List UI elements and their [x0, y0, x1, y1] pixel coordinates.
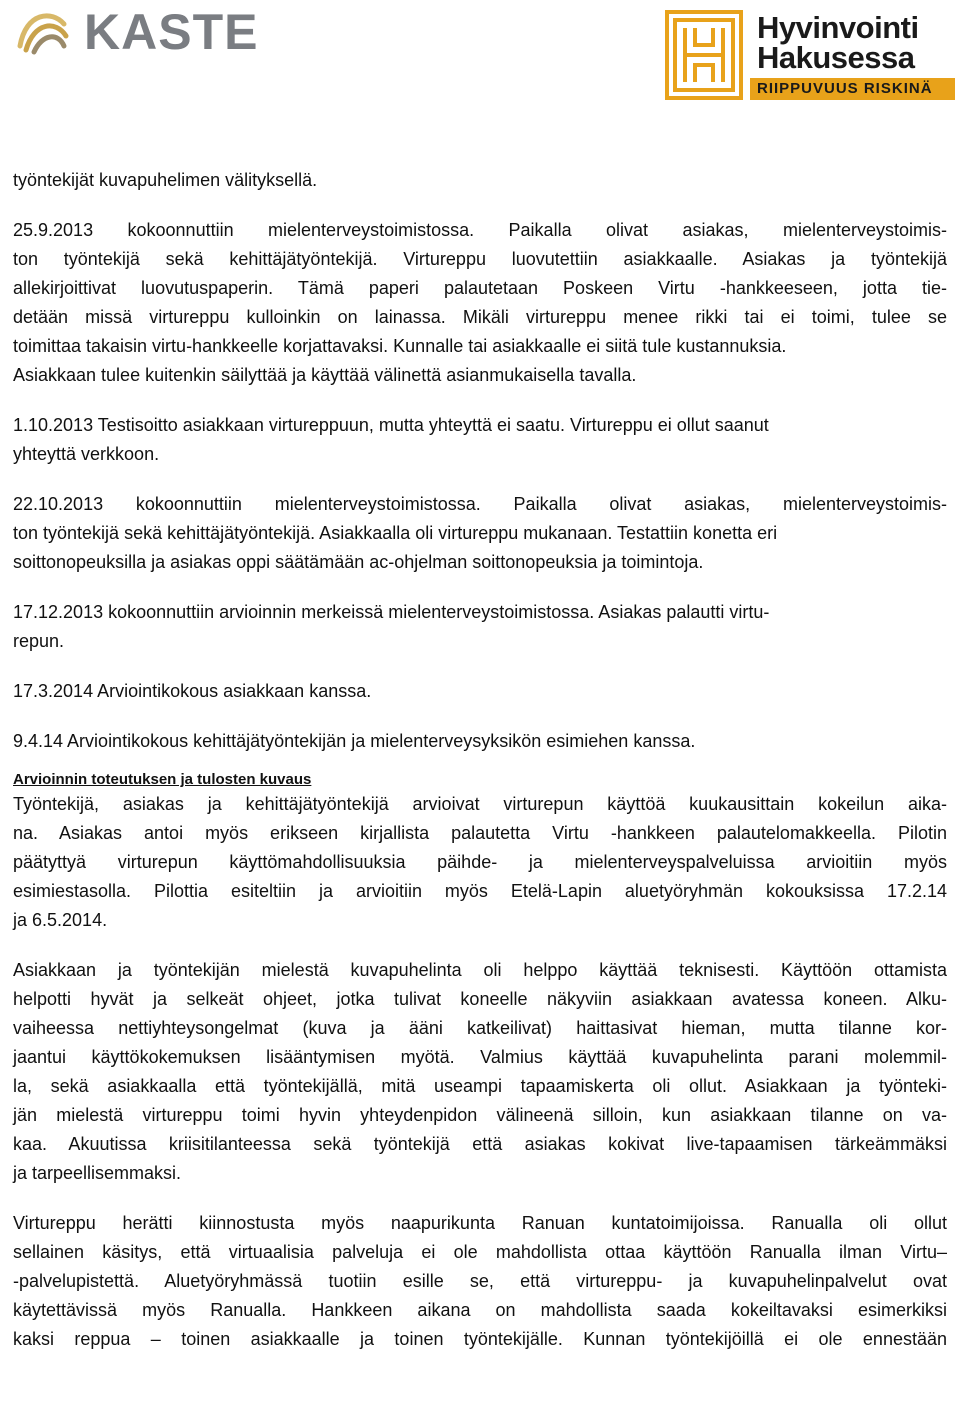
paragraph-line: Työntekijä, asiakas ja kehittäjätyöntekijä arvioivat virturepun käyttöä kuukausittain kokeilun aika-: [13, 794, 947, 814]
entry-line: 1.10.2013 Testisoitto asiakkaan virtureppuun, mutta yhteyttä ei saatu. Virtureppu ei ollut saanut: [13, 415, 769, 435]
page-header: [0, 0, 960, 110]
kaste-swirl-icon: [12, 6, 76, 56]
entry-line: yhteyttä verkkoon.: [13, 444, 160, 464]
hh-logo-line1: Hyvinvointi: [757, 10, 919, 45]
paragraph-line: ja 6.5.2014.: [13, 910, 108, 930]
paragraph-line: ja tarpeellisemmaksi.: [13, 1163, 182, 1183]
paragraph-line: Asiakkaan ja työntekijän mielestä kuvapuhelinta oli helppo käyttää teknisesti. Käyttöön ottamista: [13, 960, 947, 980]
hyvinvointi-hakusessa-logo: [665, 10, 955, 100]
entry-line: detään missä virtureppu kulloinkin on lainassa. Mikäli virtureppu menee rikki tai ei toimi, tulee se: [13, 307, 947, 327]
paragraph-line: helpotti hyvät ja selkeät ohjeet, jotka tulivat koneelle näkyviin asiakkaan avatessa koneen. Alku-: [13, 989, 947, 1009]
paragraph-ranua: [13, 1209, 947, 1354]
paragraph-line: vaiheessa nettiyhteysongelmat (kuva ja ääni katkeilivat) haittasivat hieman, mutta tilanne kor-: [13, 1018, 947, 1038]
kaste-logo: [12, 4, 282, 60]
paragraph-evaluation: [13, 790, 947, 935]
paragraph-line: -palvelupistettä. Aluetyöryhmässä tuotiin esille se, että virtureppu- ja kuvapuhelinpalvelut ovat: [13, 1271, 947, 1291]
entry-line: 22.10.2013 kokoonnuttiin mielenterveystoimistossa. Paikalla olivat asiakas, mielenterveystoimis-: [13, 494, 947, 514]
entry-1-10-2013: [13, 411, 947, 469]
paragraph-line: jaantui käyttökokemuksen lisääntymisen myötä. Valmius käyttää kuvapuhelinta parani molemmil-: [13, 1047, 947, 1067]
paragraph-line: kaksi reppua – toinen asiakkaalle ja toinen työntekijälle. Kunnan työntekijöillä ei ole ennestään: [13, 1329, 947, 1349]
maze-emblem-icon: [665, 10, 743, 100]
entry-17-3-2014: 17.3.2014 Arviointikokous asiakkaan kanssa.: [13, 681, 372, 701]
entry-line: työntekijät kuvapuhelimen välityksellä.: [13, 170, 318, 190]
hh-logo-line2: Hakusessa: [757, 40, 915, 75]
entry-line: 25.9.2013 kokoonnuttiin mielenterveystoimistossa. Paikalla olivat asiakas, mielenterveystoimis-: [13, 220, 947, 240]
entry-line: soittonopeuksilla ja asiakas oppi säätämään ac-ohjelman soittonopeuksia ja toimintoja.: [13, 552, 704, 572]
paragraph-line: päätyttyä virturepun käyttömahdollisuuksia päihde- ja mielenterveyspalveluissa arvioitiin myös: [13, 852, 947, 872]
paragraph-user-experience: [13, 956, 947, 1188]
paragraph-line: käytettävissä myös Ranualla. Hankkeen aikana on mahdollista saada kokeiltavaksi esimerkiksi: [13, 1300, 947, 1320]
entry-9-4-14: 9.4.14 Arviointikokous kehittäjätyöntekijän ja mielenterveysyksikön esimiehen kanssa.: [13, 731, 696, 751]
paragraph-line: jän mielestä virtureppu toimi hyvin yhteydenpidon välineenä silloin, kun asiakkaan tilanne on va-: [13, 1105, 947, 1125]
entry-line: repun.: [13, 631, 65, 651]
document-body: [13, 166, 947, 1354]
paragraph-line: Virtureppu herätti kiinnostusta myös naapurikunta Ranuan kuntatoimijoissa. Ranualla oli ollut: [13, 1213, 947, 1233]
entry-17-12-2013: [13, 598, 947, 656]
entry-line: ton työntekijä sekä kehittäjätyöntekijä. Asiakkaalla oli virtureppu mukanaan. Testattiin konetta eri: [13, 523, 778, 543]
entry-22-10-2013: [13, 490, 947, 577]
paragraph-line: na. Asiakas antoi myös erikseen kirjallista palautetta Virtu -hankkeen palautelomakkeella. Pilotin: [13, 823, 947, 843]
paragraph-line: kaa. Akuutissa kriisitilanteessa sekä työntekijä että asiakas kokivat live-tapaamisen tärkeämmäksi: [13, 1134, 947, 1154]
entry-line: ton työntekijä sekä kehittäjätyöntekijä. Virtureppu luovutettiin asiakkaalle. Asiakas ja työntekijä: [13, 249, 947, 269]
entry-line: 17.12.2013 kokoonnuttiin arvioinnin merkeissä mielenterveystoimistossa. Asiakas palautti virtu-: [13, 602, 770, 622]
hh-logo-subtitle: RIIPPUVUUS RISKINÄ: [757, 80, 933, 97]
paragraph-line: la, sekä asiakkaalla että työntekijällä, mitä useampi tapaamiskerta oli ollut. Asiakkaan ja työnteki-: [13, 1076, 947, 1096]
entry-line: toimittaa takaisin virtu-hankkeelle korjattavaksi. Kunnalle tai asiakkaalle ei siitä tule kustannuksia.: [13, 336, 787, 356]
kaste-logo-text: KASTE: [84, 4, 259, 60]
paragraph-line: sellainen käsitys, että virtuaalisia palveluja ei ole mahdollista ottaa käyttöön Ranualla ilman Virtu–: [13, 1242, 947, 1262]
paragraph-line: esimiestasolla. Pilottia esiteltiin ja arvioitiin myös Etelä-Lapin aluetyöryhmän kokouksissa 17.2.14: [13, 881, 947, 901]
entry-25-9-2013: [13, 216, 947, 390]
entry-line: Asiakkaan tulee kuitenkin säilyttää ja käyttää välinettä asianmukaisella tavalla.: [13, 365, 637, 385]
entry-line: allekirjoittivat luovutuspaperin. Tämä paperi palautetaan Poskeen Virtu -hankkeeseen, jotta tie-: [13, 278, 947, 298]
section-heading: Arvioinnin toteutuksen ja tulosten kuvaus: [13, 771, 312, 788]
